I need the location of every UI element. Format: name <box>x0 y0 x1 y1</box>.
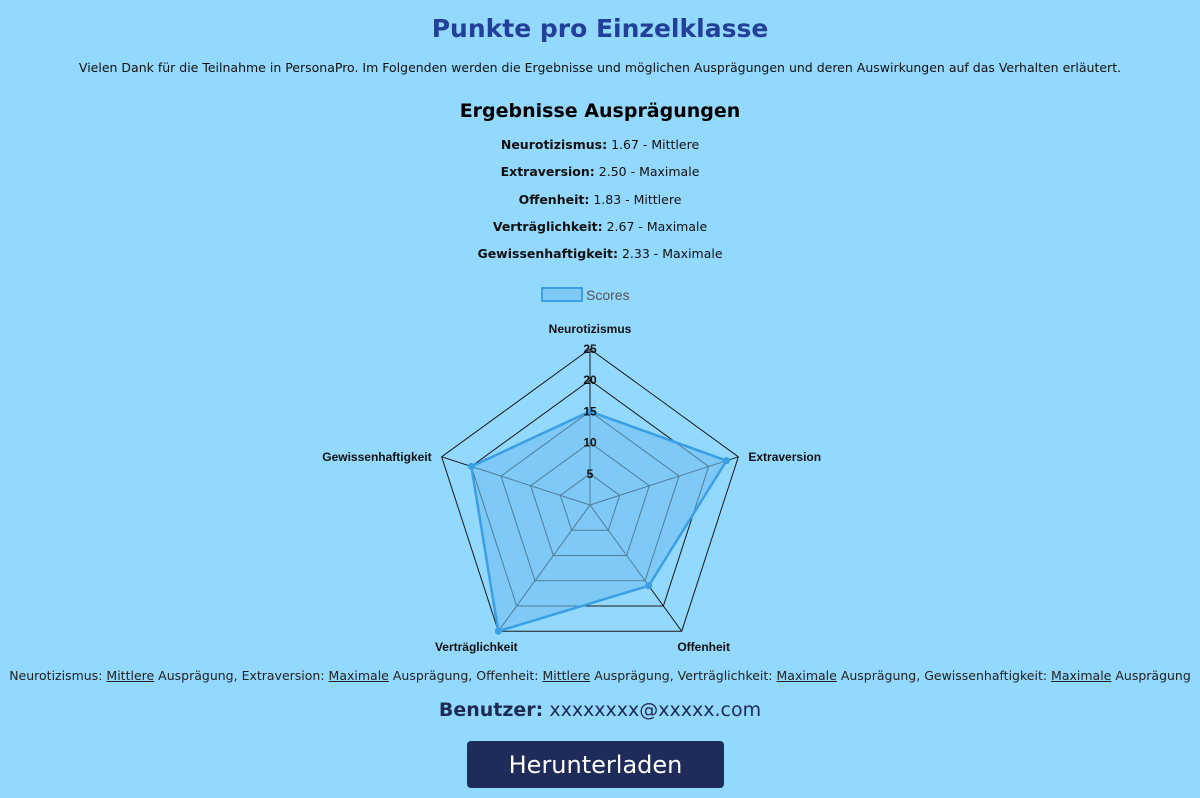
summary-line <box>0 668 1200 683</box>
radar-tick-label: 20 <box>583 373 597 388</box>
results-heading: Ergebnisse Ausprägungen <box>459 100 741 122</box>
radar-data-point[interactable] <box>468 463 475 470</box>
summary-name: Neurotizismus: <box>9 668 103 683</box>
result-value: 1.67 - Mittlere <box>611 137 700 152</box>
radar-data-point[interactable] <box>495 628 502 635</box>
chart-legend[interactable] <box>542 287 630 303</box>
result-value: 2.33 - Maximale <box>621 246 723 262</box>
result-name: Neurotizismus: <box>500 137 608 152</box>
radar-chart <box>300 282 900 662</box>
result-value: 2.67 - Maximale <box>606 218 708 234</box>
result-item-gewissenhaftigkeit <box>0 245 1200 272</box>
summary-link-offenheit[interactable]: Mittlere <box>542 668 591 683</box>
radar-category-label: Gewissenhaftigkeit <box>322 449 432 464</box>
radar-category-label: Neurotizismus <box>548 322 632 336</box>
result-item-vertraeglichkeit <box>0 218 1200 245</box>
summary-name: Offenheit: <box>476 668 539 683</box>
user-label: Benutzer: <box>438 699 544 721</box>
radar-tick-label: 5 <box>586 466 594 481</box>
legend-swatch <box>542 288 582 301</box>
intro-text: Vielen Dank für die Teilnahme in PersonaPro. Im Folgenden werden die Ergebnisse und möglichen Ausprägungen und deren Auswirkungen auf das Verhalten erläutert. <box>78 60 1122 75</box>
summary-link-vertraeglichkeit[interactable]: Maximale <box>776 668 837 683</box>
summary-separator: , <box>669 668 678 683</box>
summary-suffix: Ausprägung <box>392 668 469 683</box>
summary-separator: , <box>233 668 242 683</box>
radar-category-label: Verträglichkeit <box>434 640 518 655</box>
result-value: 2.50 - Maximale <box>598 164 700 180</box>
summary-name: Gewissenhaftigkeit: <box>924 668 1048 683</box>
download-button[interactable]: Herunterladen <box>467 741 724 788</box>
user-email: xxxxxxxx@xxxxx.com <box>549 699 762 721</box>
summary-name: Verträglichkeit: <box>677 668 773 683</box>
legend-label: Scores <box>586 287 630 303</box>
radar-tick-label: 15 <box>583 404 597 419</box>
summary-suffix: Ausprägung <box>840 668 917 683</box>
radar-category-label: Extraversion <box>748 449 822 464</box>
result-item-extraversion <box>0 163 1200 190</box>
radar-chart-svg <box>300 282 900 662</box>
results-list <box>0 136 1200 272</box>
summary-suffix: Ausprägung <box>158 668 234 683</box>
result-item-offenheit <box>0 191 1200 218</box>
summary-suffix: Ausprägung <box>594 668 670 683</box>
radar-tick-label: 10 <box>583 435 597 450</box>
result-name: Extraversion: <box>500 164 595 180</box>
summary-link-gewissenhaftigkeit[interactable]: Maximale <box>1051 668 1112 683</box>
radar-series-area <box>471 411 726 631</box>
radar-data-point[interactable] <box>645 582 652 589</box>
summary-separator: , <box>468 668 477 683</box>
result-name: Gewissenhaftigkeit: <box>477 246 618 262</box>
summary-name: Extraversion: <box>241 668 325 683</box>
result-value: 1.83 - Mittlere <box>593 191 682 207</box>
summary-link-neurotizismus[interactable]: Mittlere <box>106 668 155 683</box>
page-title: Punkte pro Einzelklasse <box>431 14 769 43</box>
summary-link-extraversion[interactable]: Maximale <box>328 668 389 683</box>
radar-category-label: Offenheit <box>677 640 731 655</box>
summary-separator: , <box>916 668 925 683</box>
user-info <box>0 699 1200 721</box>
result-item-neurotizismus <box>0 136 1200 163</box>
summary-suffix: Ausprägung <box>1115 668 1191 683</box>
radar-data-point[interactable] <box>723 457 730 464</box>
result-name: Offenheit: <box>518 191 590 207</box>
result-name: Verträglichkeit: <box>492 218 603 234</box>
radar-tick-label: 25 <box>583 342 597 356</box>
